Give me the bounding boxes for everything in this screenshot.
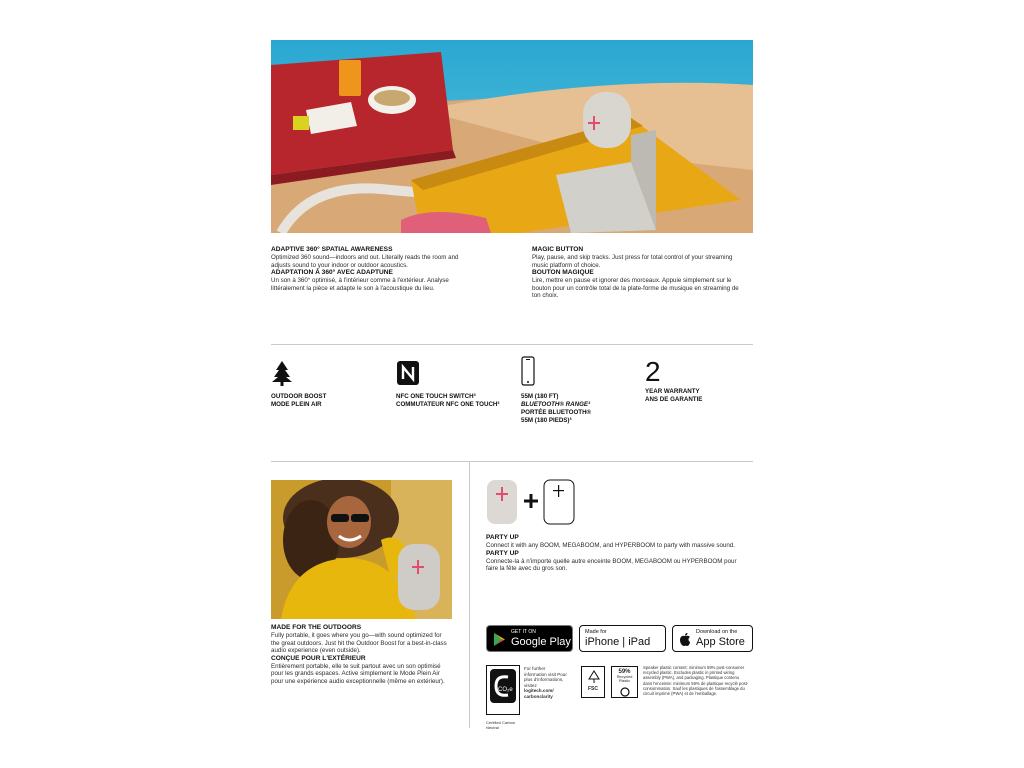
feature-text-fr: Lire, mettre en pause et ignorer des morceaux. Appuie simplement sur le bouton pour un contrôle total de la plate-forme de musique en streaming de ton choix. xyxy=(532,277,739,300)
spatial-awareness-block xyxy=(271,246,476,292)
badge-small-text: GET IT ON xyxy=(511,629,536,635)
feature-text: Optimized 360 sound—indoors and out. Literally reads the room and adjusts sound to your indoor or outdoor acoustics. xyxy=(271,254,459,269)
nfc-icon xyxy=(396,360,420,386)
recycled-label: Recycled Plastic xyxy=(616,675,633,684)
party-speakers-illustration xyxy=(486,479,586,527)
fsc-logo xyxy=(581,666,605,698)
spec-label-2: BLUETOOTH® RANGE³ xyxy=(521,401,591,408)
tree-icon xyxy=(271,360,293,386)
spec-label-fr: ANS DE GARANTIE xyxy=(645,396,703,403)
google-play-icon xyxy=(493,632,507,647)
carbon-info-text xyxy=(524,666,569,700)
spec-label: YEAR WARRANTY xyxy=(645,388,700,395)
feature-text: Connect it with any BOOM, MEGABOOM, and HYPERBOOM to party with massive sound. xyxy=(486,542,735,549)
fsc-tree-icon xyxy=(588,670,600,684)
feature-text-fr: Connecte-la à n'importe quelle autre enceinte BOOM, MEGABOOM ou HYPERBOOM pour faire la fête avec du gros son. xyxy=(486,557,737,573)
feature-text: Play, pause, and skip tracks. Just press for total control of your streaming music platform of choice. xyxy=(532,254,733,269)
carbon-label: Certified Carbon Neutral xyxy=(486,720,516,730)
feature-text-fr: Entièrement portable, elle te suit partout avec un son optimisé pour les grands espaces. Active simplement le Mode Plein Air pour une expérience audio exceptionnelle (même en extérieur). xyxy=(271,662,445,685)
phone-icon xyxy=(521,356,535,386)
feature-heading-fr: ADAPTATION À 360° AVEC ADAPTUNE xyxy=(271,269,393,277)
feature-text-fr: Un son à 360° optimisé, à l'intérieur comme à l'extérieur. Analyse littéralement la pièce et adapte le son à l'acoustique du lieu. xyxy=(271,277,449,292)
hero-photo xyxy=(271,40,753,233)
woman-photo xyxy=(271,480,452,619)
badge-big-text: App Store xyxy=(696,636,745,648)
feature-text: Fully portable, it goes where you go—with sound optimized for the great outdoors. Just hit the Outdoor Boost for a best-in-class audio experience (even outside). xyxy=(271,632,447,655)
info-url[interactable]: logitech.com/ carbonclarity xyxy=(524,688,554,699)
recycled-plastic-logo xyxy=(611,666,638,698)
made-for-iphone-badge[interactable] xyxy=(579,625,666,652)
spec-bluetooth-range xyxy=(521,356,631,425)
recycled-pct: 59% xyxy=(618,669,631,675)
spec-label: OUTDOOR BOOST xyxy=(271,393,327,400)
carbon-neutral-badge xyxy=(486,665,520,730)
feature-heading: MAGIC BUTTON xyxy=(532,246,584,253)
spec-label-fr: PORTÉE BLUETOOTH® xyxy=(521,409,592,416)
magic-button-block xyxy=(532,246,744,300)
vertical-divider xyxy=(469,462,470,728)
badge-big-text: iPhone | iPad xyxy=(585,636,651,648)
google-play-badge[interactable] xyxy=(486,625,573,652)
feature-heading-fr: BOUTON MAGIQUE xyxy=(532,269,594,277)
outdoors-block xyxy=(271,624,451,686)
warranty-number: 2 xyxy=(645,356,661,387)
spec-label: NFC ONE TOUCH SWITCH³ xyxy=(396,393,476,400)
divider xyxy=(271,461,753,462)
feature-heading: ADAPTIVE 360° SPATIAL AWARENESS xyxy=(271,246,393,253)
spec-label: 55M (180 FT) xyxy=(521,393,559,400)
badge-big-text: Google Play xyxy=(511,636,571,648)
app-store-badge[interactable] xyxy=(672,625,753,652)
party-up-block xyxy=(486,534,741,573)
spec-label-fr: COMMUTATEUR NFC ONE TOUCH³ xyxy=(396,401,500,408)
fsc-text: FSC xyxy=(588,686,598,692)
divider xyxy=(271,344,753,345)
spec-warranty xyxy=(645,358,745,404)
spec-label-fr: MODE PLEIN AIR xyxy=(271,401,322,408)
badge-small-text: Made for xyxy=(585,629,607,635)
apple-icon xyxy=(679,632,691,647)
feature-heading: MADE FOR THE OUTDOORS xyxy=(271,624,362,631)
feature-heading: PARTY UP xyxy=(486,534,519,541)
info-text: For further information visit Pour plus d'informations, visitez xyxy=(524,666,567,688)
feature-heading-fr: PARTY UP xyxy=(486,549,519,557)
feature-heading-fr: CONÇUE POUR L'EXTÉRIEUR xyxy=(271,654,366,662)
badge-small-text: Download on the xyxy=(696,629,738,635)
spec-outdoor-boost xyxy=(271,360,381,409)
spec-label-fr-2: 55M (180 PIEDS)³ xyxy=(521,417,572,424)
recycle-icon xyxy=(619,687,631,697)
plastic-note: Speaker plastic content: minimum 59% post-consumer recycled plastic. Excludes plastic in printed wiring assembly (PWA), and packaging. Plastique contenu dans l'enceinte: minimum 59% de plastique recyclé post-consommation. Sauf les plastiques de l'assemblage du circuit imprimé (PWA) et de l'emballage. xyxy=(643,665,749,697)
spec-nfc xyxy=(396,360,516,409)
co2-label: CO₂e xyxy=(498,687,513,693)
